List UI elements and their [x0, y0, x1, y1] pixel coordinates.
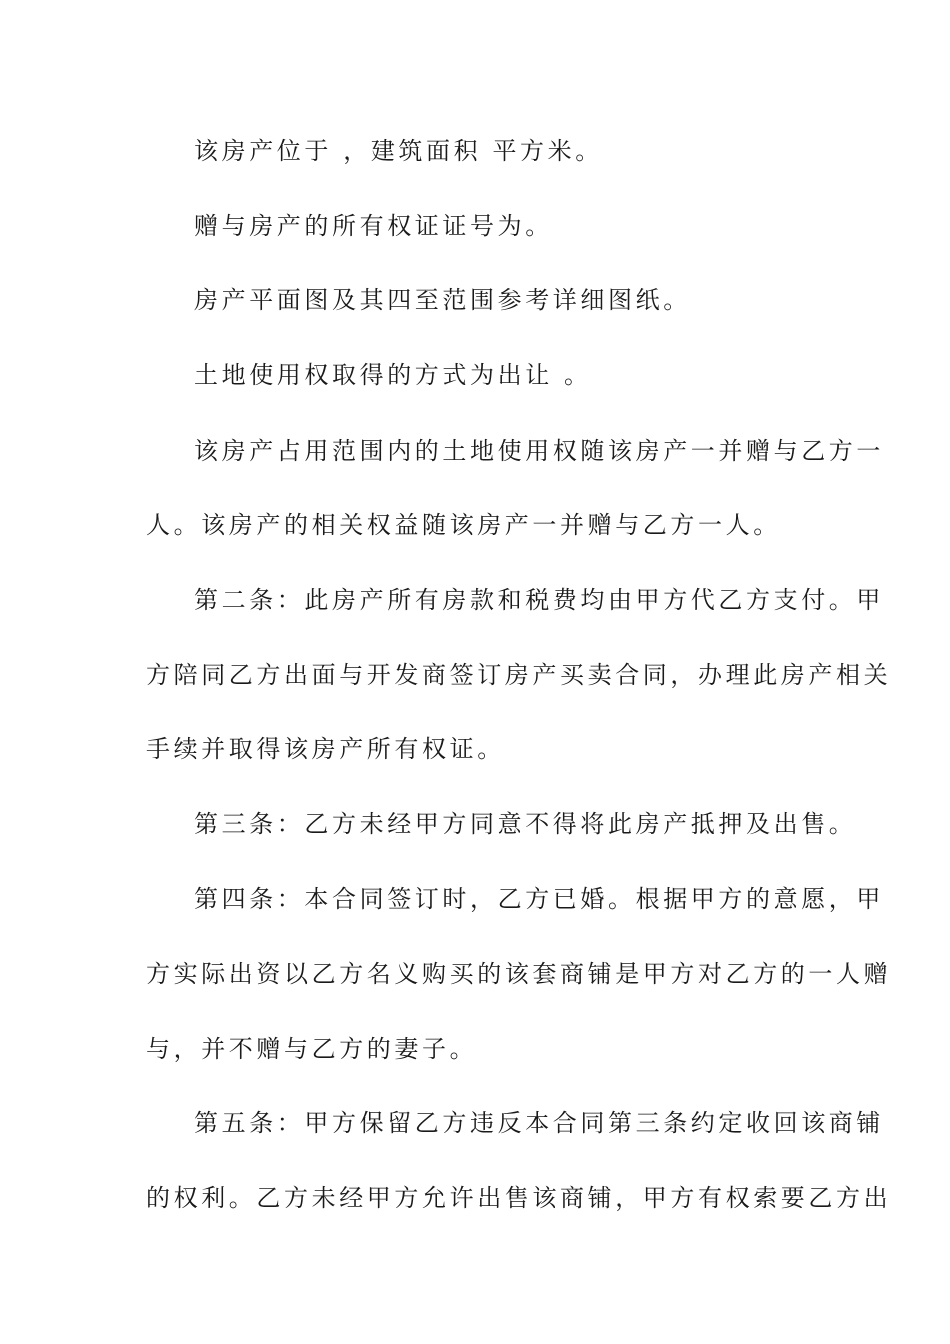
paragraph-line: 方实际出资以乙方名义购买的该套商铺是甲方对乙方的一人赠 [146, 960, 892, 988]
paragraph-line: 赠与房产的所有权证证号为。 [194, 212, 553, 240]
paragraph-line: 方陪同乙方出面与开发商签订房产买卖合同，办理此房产相关 [146, 661, 892, 689]
paragraph-line: 第四条：本合同签订时，乙方已婚。根据甲方的意愿，甲 [194, 885, 884, 913]
paragraph-line: 人。该房产的相关权益随该房产一并赠与乙方一人。 [146, 511, 781, 539]
paragraph-line: 房产平面图及其四至范围参考详细图纸。 [194, 286, 691, 314]
paragraph-line: 第三条：乙方未经甲方同意不得将此房产抵押及出售。 [194, 810, 857, 838]
paragraph-line: 手续并取得该房产所有权证。 [146, 735, 505, 763]
paragraph-line: 与，并不赠与乙方的妻子。 [146, 1035, 478, 1063]
paragraph-line: 土地使用权取得的方式为出让 。 [194, 361, 592, 389]
paragraph-line: 的权利。乙方未经甲方允许出售该商铺，甲方有权索要乙方出 [146, 1184, 892, 1212]
paragraph-line: 该房产位于 ，建筑面积 平方米。 [194, 137, 603, 165]
paragraph-line: 该房产占用范围内的土地使用权随该房产一并赠与乙方一 [194, 437, 884, 465]
paragraph-line: 第二条：此房产所有房款和税费均由甲方代乙方支付。甲 [194, 586, 884, 614]
paragraph-line: 第五条：甲方保留乙方违反本合同第三条约定收回该商铺 [194, 1109, 884, 1137]
